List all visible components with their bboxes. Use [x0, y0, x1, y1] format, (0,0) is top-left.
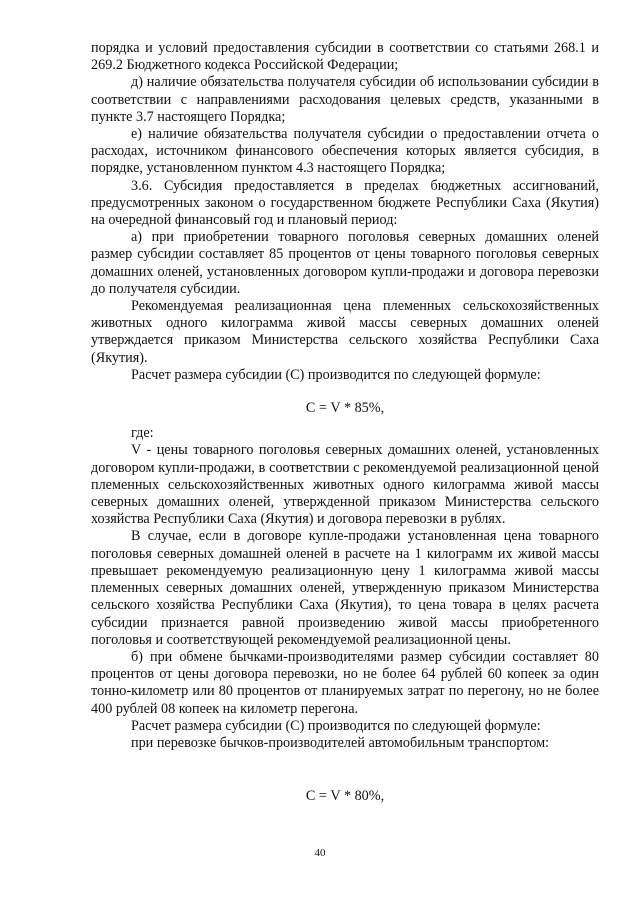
formula: С = V * 85%, — [305, 400, 385, 417]
paragraph: 3.6. Субсидия предоставляется в пределах бюджетных ассигнований, предусмотренных законом о государственном бюджете Республики Саха (Якутия) на очередной финансовый год и плановый период: — [91, 177, 599, 229]
paragraph: В случае, если в договоре купле-продажи установленная цена товарного поголовья северных домашней оленей в расчете на 1 килограмм их живой массы превышает рекомендуемую реализационную цену 1 килограмма живой массы племенных северных домашних оленей, утвержденную приказом Министерства сельского хозяйства Республики Саха (Якутия), то цена товара в целях расчета субсидии признается равной произведению живой массы приобретенного поголовья и соответствующей рекомендуемой реализационной цены. — [91, 528, 599, 648]
page-number: 40 — [314, 847, 326, 859]
paragraph: порядка и условий предоставления субсидии в соответствии со статьями 268.1 и 269.2 Бюджетного кодекса Российской Федерации; — [91, 40, 599, 74]
paragraph: д) наличие обязательства получателя субсидии об использовании субсидии в соответствии с направлениями расходования целевых средств, указанными в пункте 3.7 настоящего Порядка; — [91, 74, 599, 125]
paragraph: при перевозке бычков-производителей автомобильным транспортом: — [131, 734, 550, 751]
paragraph: Расчет размера субсидии (С) производится по следующей формуле: — [131, 717, 541, 734]
paragraph: е) наличие обязательства получателя субсидии о предоставлении отчета о расходах, источником финансового обеспечения которых является субсидия, в порядке, установленном пунктом 4.3 настоящего Порядка; — [91, 126, 599, 177]
formula: С = V * 80%, — [305, 788, 385, 805]
document-page — [91, 40, 599, 805]
paragraph: а) при приобретении товарного поголовья северных домашних оленей размер субсидии составляет 85 процентов от цены товарного поголовья северных домашних оленей, установленных договором купли-продажи и договора перевозки до получателя субсидии. — [91, 229, 599, 297]
paragraph: б) при обмене бычками-производителями размер субсидии составляет 80 процентов от цены договора перевозки, но не более 64 рублей 60 копеек за один тонно-километр или 80 процентов от планируемых затрат по перегону, но не более 400 рублей 08 копеек на километр перегона. — [91, 648, 599, 717]
paragraph: Рекомендуемая реализационная цена племенных сельскохозяйственных животных одного килограмма живой массы северных домашних оленей утверждается приказом Министерства сельского хозяйства Республики Саха (Якутия). — [91, 298, 599, 366]
paragraph: Расчет размера субсидии (С) производится по следующей формуле: — [131, 366, 541, 383]
paragraph: V - цены товарного поголовья северных домашних оленей, установленных договором купли-продажи, в соответствии с рекомендуемой реализационной ценой племенных сельскохозяйственных животных одного килограмма живой массы северных домашних оленей, утвержденной приказом Министерства сельского хозяйства Республики Саха (Якутия) и договора перевозки в рублях. — [91, 442, 599, 528]
where-label: где: — [131, 425, 154, 442]
